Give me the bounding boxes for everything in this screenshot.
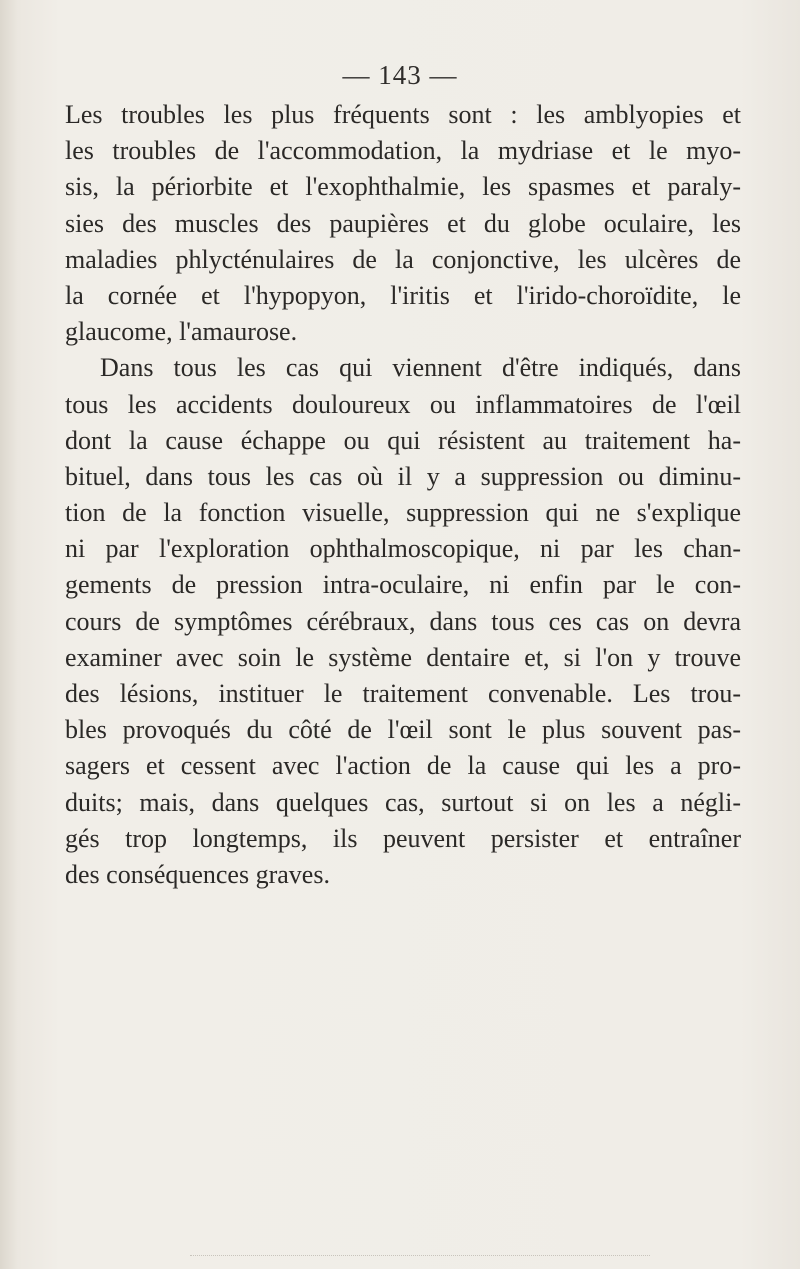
text-line: bituel, dans tous les cas où il y a suppression ou diminu- — [65, 461, 741, 491]
text-line: des lésions, instituer le traitement convenable. Les trou- — [65, 679, 741, 708]
text-line: ni par l'exploration ophthalmoscopique, ni par les chan- — [65, 534, 741, 564]
text-line: les troubles de l'accommodation, la mydriase et le myo- — [65, 136, 741, 166]
text-line: bles provoqués du côté de l'œil sont le plus souvent pas- — [65, 715, 741, 745]
text-line: cours de symptômes cérébraux, dans tous ces cas on devra — [65, 606, 741, 636]
text-line: maladies phlycténulaires de la conjonctive, les ulcères de — [65, 244, 741, 274]
text-line: sis, la périorbite et l'exophthalmie, les spasmes et paraly- — [65, 172, 741, 202]
text-line: tion de la fonction visuelle, suppression qui ne s'explique — [65, 498, 741, 528]
text-line: sagers et cessent avec l'action de la cause qui les a pro- — [65, 751, 741, 781]
text-line: dont la cause échappe ou qui résistent au traitement ha- — [65, 425, 741, 455]
scan-artifact — [190, 1255, 650, 1258]
text-line: duits; mais, dans quelques cas, surtout si on les a négli- — [65, 787, 741, 817]
text-line: la cornée et l'hypopyon, l'iritis et l'irido-choroïdite, le — [65, 280, 741, 310]
text-line: examiner avec soin le système dentaire et, si l'on y trouve — [65, 642, 741, 672]
text-line: Dans tous les cas qui viennent d'être indiqués, dans — [100, 353, 741, 383]
text-line: gements de pression intra-oculaire, ni enfin par le con- — [65, 570, 741, 600]
paragraph-2 — [65, 350, 741, 893]
text-line: gés trop longtemps, ils peuvent persister et entraîner — [65, 823, 741, 853]
text-line: Les troubles les plus fréquents sont : les amblyopies et — [65, 100, 741, 129]
text-line: sies des muscles des paupières et du globe oculaire, les — [65, 208, 741, 238]
text-line: tous les accidents douloureux ou inflammatoires de l'œil — [65, 389, 741, 419]
body-text — [65, 97, 741, 893]
paragraph-1 — [65, 97, 741, 350]
text-line: des conséquences graves. — [65, 859, 330, 889]
page-number: — 143 — — [342, 60, 458, 90]
text-line: glaucome, l'amaurose. — [65, 317, 298, 347]
